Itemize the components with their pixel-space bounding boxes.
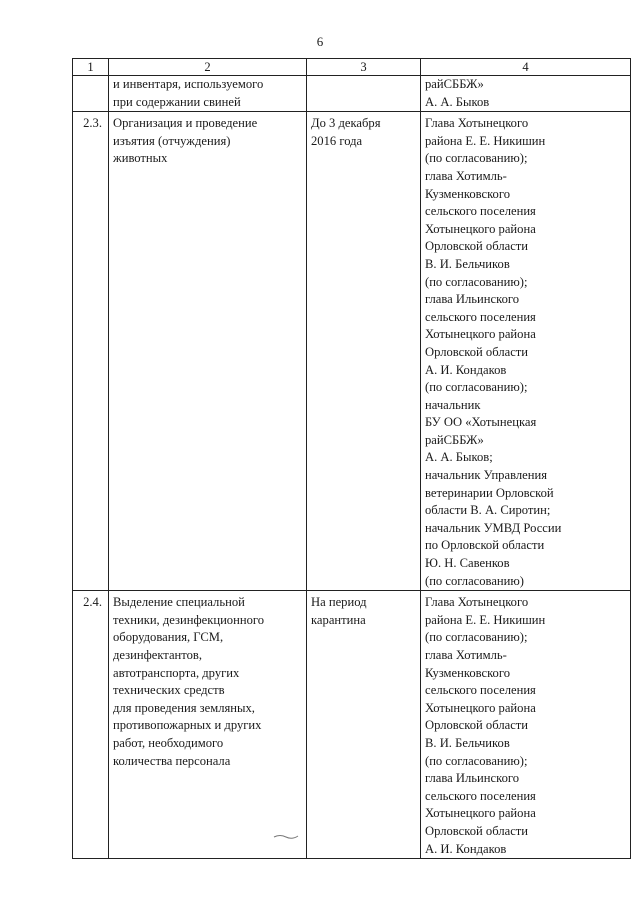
header-cell-2: 2 [109,59,307,76]
responsible-line: Орловской области [425,344,529,359]
responsible-line: сельского поселения [425,204,536,219]
responsible-line: А. А. Быков [425,94,490,109]
responsible-line: (по согласованию); [425,380,528,395]
table-row-continuation [73,76,631,112]
responsible-line: (по согласованию); [425,753,528,768]
responsible-line: Ю. Н. Савенков [425,556,510,571]
num-cell: 2.3. [73,112,109,591]
description-cell [109,76,307,112]
description-line: животных [113,151,168,166]
description-cell [109,591,307,859]
responsible-cell [421,591,631,859]
responsible-line: Глава Хотынецкого [425,116,529,131]
responsible-line: глава Хотимль- [425,648,507,662]
deadline-line: На период [311,595,367,610]
responsible-line: В. И. Бельчиков [425,735,510,750]
description-cell [109,112,307,591]
responsible-line: (по согласованию); [425,151,528,166]
deadline-line: До 3 декабря [311,116,381,131]
responsible-line: глава Ильинского [425,771,520,786]
responsible-line: Орловской области [425,823,529,838]
responsible-line: Орловской области [425,718,529,733]
responsible-line: начальник Управления [425,468,547,483]
responsible-line: ветеринарии Орловской [425,485,554,500]
description-line: технических средств [113,683,225,698]
responsible-line: Кузменковского [425,665,511,680]
responsible-line: В. И. Бельчиков [425,256,510,271]
page-number: 6 [316,34,324,49]
description-line: для проведения земляных, [113,700,255,715]
responsible-line: сельского поселения [425,788,536,803]
header-cell-1: 1 [73,59,109,76]
description-line: при содержании свиней [113,94,241,109]
header-cell-3: 3 [307,59,421,76]
responsible-line: (по согласованию) [425,573,525,588]
description-line: количества персонала [113,753,231,768]
description-line: работ, необходимого [113,735,224,750]
deadline-cell [307,76,421,112]
responsible-line: райСББЖ» [425,77,484,91]
responsible-line: райСББЖ» [425,432,484,447]
responsible-line: Кузменковского [425,186,511,201]
responsible-line: Хотынецкого района [425,327,536,342]
description-line: Организация и проведение [113,116,258,131]
description-line: дезинфектантов, [113,648,203,662]
deadline-cell [307,112,421,591]
description-line: изъятия (отчуждения) [113,133,231,148]
table-row-2-4 [73,591,631,859]
scan-smudge [272,832,300,840]
responsible-line: области В. А. Сиротин; [425,503,551,518]
responsible-line: (по согласованию); [425,630,528,645]
responsible-line: начальник УМВД России [425,520,562,535]
responsible-line: глава Ильинского [425,292,520,307]
responsible-line: А. И. Кондаков [425,841,507,856]
description-line: противопожарных и других [113,718,262,733]
responsible-line: района Е. Е. Никишин [425,612,546,627]
table-row-2-3 [73,112,631,591]
description-line: техники, дезинфекционного [113,612,265,627]
responsible-line: БУ ОО «Хотынецкая [425,415,537,430]
responsible-line: глава Хотимль- [425,168,507,183]
responsible-cell [421,112,631,591]
description-line: оборудования, ГСМ, [113,630,224,645]
deadline-line: карантина [311,612,366,627]
responsible-line: Глава Хотынецкого [425,595,529,610]
deadline-cell [307,591,421,859]
deadline-line: 2016 года [311,133,363,148]
description-line: и инвентаря, используемого [113,77,264,91]
responsible-line: А. И. Кондаков [425,362,507,377]
table-header-row [73,59,631,76]
responsible-line: Хотынецкого района [425,700,536,715]
responsible-cell [421,76,631,112]
description-line: Выделение специальной [113,595,245,610]
responsible-line: сельского поселения [425,683,536,698]
responsible-line: по Орловской области [425,538,545,553]
responsible-line: А. А. Быков; [425,450,493,465]
responsible-line: Хотынецкого района [425,221,536,236]
description-line: автотранспорта, других [113,665,240,680]
responsible-line: Хотынецкого района [425,806,536,821]
num-cell: 2.4. [73,591,109,859]
num-cell [73,76,109,112]
responsible-line: сельского поселения [425,309,536,324]
responsible-line: (по согласованию); [425,274,528,289]
measures-table [72,58,631,859]
responsible-line: района Е. Е. Никишин [425,133,546,148]
header-cell-4: 4 [421,59,631,76]
responsible-line: начальник [425,397,481,412]
responsible-line: Орловской области [425,239,529,254]
